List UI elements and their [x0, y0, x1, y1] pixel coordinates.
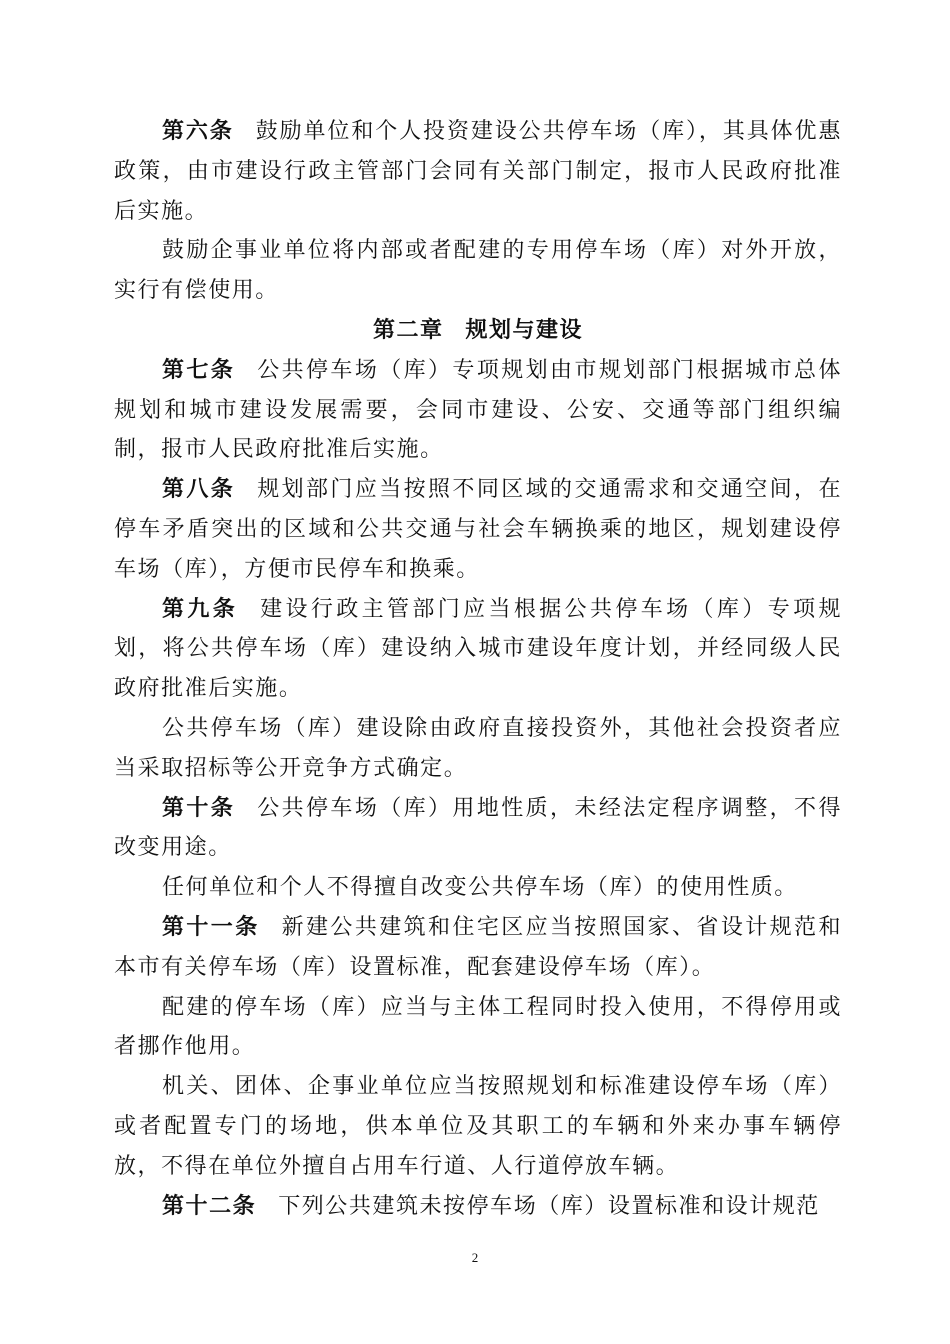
article-label: 第十二条 [162, 1193, 257, 1219]
article-label: 第六条 [162, 119, 234, 144]
article-12 [114, 1187, 842, 1227]
article-9 [114, 590, 842, 709]
article-label: 第十条 [162, 795, 236, 821]
document-body [114, 112, 842, 1226]
article-11 [114, 908, 842, 988]
article-7 [114, 351, 842, 470]
paragraph: 配建的停车场（库）应当与主体工程同时投入使用，不得停用或者挪作他用。 [114, 994, 842, 1060]
paragraph: 机关、团体、企事业单位应当按照规划和标准建设停车场（库）或者配置专门的场地，供本单位及其职工的车辆和外来办事车辆停放，不得在单位外擅自占用车行道、人行道停放车辆。 [114, 1074, 842, 1179]
article-6 [114, 112, 842, 231]
chapter-number: 第二章 [372, 317, 444, 343]
article-text: 新建公共建筑和住宅区应当按照国家、省设计规范和本市有关停车场（库）设置标准，配套建设停车场（库）。 [114, 914, 842, 980]
article-text: 规划部门应当按照不同区域的交通需求和交通空间，在停车矛盾突出的区域和公共交通与社会车辆换乘的地区，规划建设停车场（库），方便市民停车和换乘。 [114, 477, 843, 582]
article-text: 下列公共建筑未按停车场（库）设置标准和设计规范 [278, 1193, 820, 1219]
article-10 [114, 789, 842, 869]
paragraph: 公共停车场（库）建设除由政府直接投资外，其他社会投资者应当采取招标等公开竞争方式确定。 [114, 715, 842, 781]
chapter-heading [114, 311, 842, 351]
page-number: 2 [471, 1250, 479, 1265]
article-8 [114, 470, 842, 589]
paragraph: 任何单位和个人不得擅自改变公共停车场（库）的使用性质。 [162, 875, 798, 901]
article-label: 第八条 [162, 477, 236, 503]
article-text: 建设行政主管部门应当根据公共停车场（库）专项规划，将公共停车场（库）建设纳入城市建设年度计划，并经同级人民政府批准后实施。 [114, 596, 842, 702]
article-text: 公共停车场（库）专项规划由市规划部门根据城市总体规划和城市建设发展需要，会同市建设、公安、交通等部门组织编制，报市人民政府批准后实施。 [114, 357, 843, 463]
paragraph: 鼓励企事业单位将内部或者配建的专用停车场（库）对外开放，实行有偿使用。 [114, 238, 842, 304]
article-label: 第七条 [162, 357, 236, 383]
article-label: 第九条 [162, 596, 239, 622]
chapter-title: 规划与建设 [465, 317, 584, 343]
article-text: 鼓励单位和个人投资建设公共停车场（库），其具体优惠政策，由市建设行政主管部门会同有关部门制定，报市人民政府批准后实施。 [114, 119, 842, 224]
article-text: 公共停车场（库）用地性质，未经法定程序调整，不得改变用途。 [114, 795, 843, 861]
article-label: 第十一条 [162, 914, 260, 940]
